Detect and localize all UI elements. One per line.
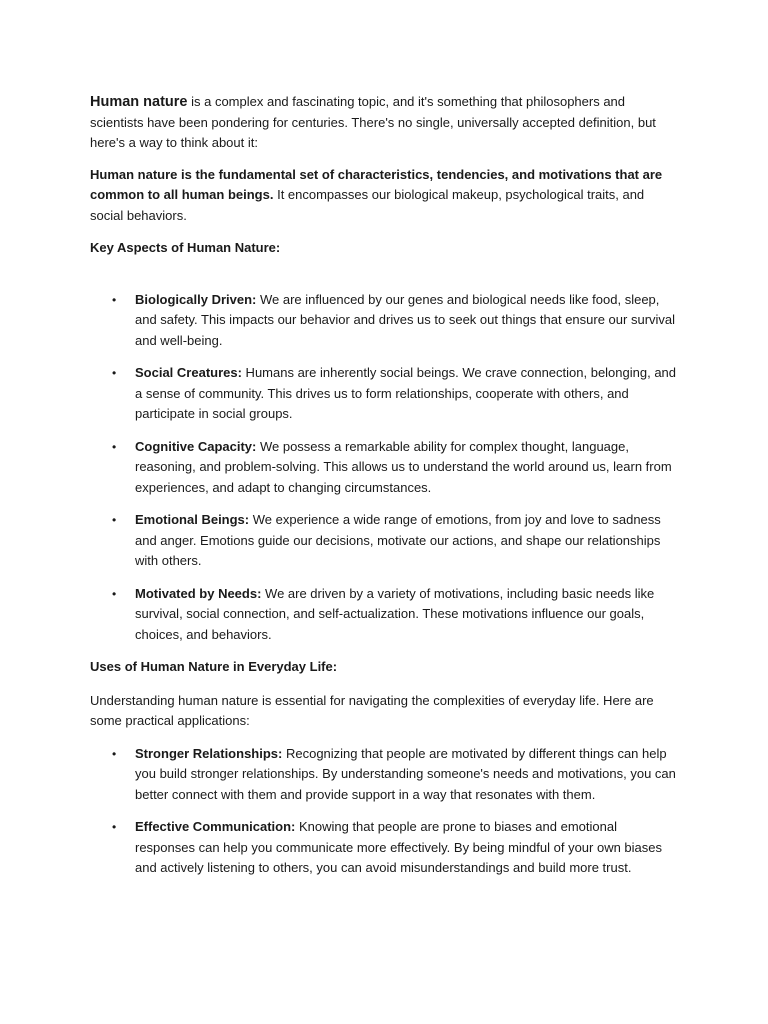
definition-text: It encompasses our biological makeup, psychological traits, and social behaviors.: [90, 187, 645, 223]
list-item: [90, 817, 680, 879]
list-item-term: Effective Communication:: [135, 819, 296, 834]
aspects-heading: Key Aspects of Human Nature:: [90, 240, 281, 255]
list-item-term: Stronger Relationships:: [135, 745, 283, 761]
definition-bold: Human nature is the fundamental set of characteristics, tendencies, and motivations that are common to all human beings.: [90, 166, 663, 202]
list-item-text: Recognizing that people are motivated by different things can help you build stronger relationships. By understanding someone's needs and motivations, you can better connect with them and provide support in a way that resonates with them.: [135, 745, 676, 802]
list-item: [90, 584, 680, 646]
list-item-text: We are driven by a variety of motivations, including basic needs like survival, social connection, and self-actualization. These motivations influence our goals, choices, and behaviors.: [135, 585, 655, 642]
list-item: [90, 510, 680, 572]
list-item-term: Cognitive Capacity:: [135, 438, 257, 454]
list-item: [90, 437, 680, 499]
list-item-term: Social Creatures:: [135, 365, 242, 380]
list-item: [90, 363, 680, 425]
intro-paragraph: [90, 92, 680, 154]
aspects-list: [90, 290, 680, 646]
list-item-text: Knowing that people are prone to biases and emotional responses can help you communicate more effectively. By being mindful of your own biases and actively listening to others, you can avoid misunderstandings and build more trust.: [135, 819, 663, 875]
intro-term: Human nature: [90, 94, 188, 110]
bullet-icon: •: [112, 820, 117, 834]
list-item: [90, 290, 680, 352]
uses-list: [90, 744, 680, 879]
uses-intro-paragraph: Understanding human nature is essential for navigating the complexities of everyday life. Here are some practical applications:: [90, 692, 654, 728]
bullet-icon: •: [112, 366, 117, 380]
list-item-term: Biologically Driven:: [135, 291, 257, 307]
bullet-icon: •: [112, 746, 117, 761]
list-item-text: We are influenced by our genes and biological needs like food, sleep, and safety. This impacts our behavior and drives us to seek out things that ensure our survival and well-being.: [135, 291, 676, 348]
definition-paragraph: [90, 165, 680, 227]
document-page: [90, 92, 680, 891]
bullet-icon: •: [112, 513, 117, 527]
list-item: [90, 744, 680, 806]
list-item-text: Humans are inherently social beings. We crave connection, belonging, and a sense of community. This drives us to form relationships, cooperate with others, and participate in social groups.: [135, 365, 677, 421]
list-item-text: We experience a wide range of emotions, from joy and love to sadness and anger. Emotions guide our decisions, motivate our actions, and shape our relationships with others.: [135, 512, 661, 568]
list-item-text: We possess a remarkable ability for complex thought, language, reasoning, and problem-solving. This allows us to understand the world around us, learn from experiences, and adapt to changing circumstances.: [135, 438, 672, 495]
list-item-term: Motivated by Needs:: [135, 585, 262, 601]
intro-text: is a complex and fascinating topic, and it's something that philosophers and scientists have been pondering for centuries. There's no single, universally accepted definition, but here's a way to think about it:: [90, 94, 656, 150]
list-item-term: Emotional Beings:: [135, 512, 250, 527]
bullet-icon: •: [112, 586, 117, 601]
bullet-icon: •: [112, 439, 117, 454]
bullet-icon: •: [112, 292, 117, 307]
uses-heading: Uses of Human Nature in Everyday Life:: [90, 659, 338, 674]
